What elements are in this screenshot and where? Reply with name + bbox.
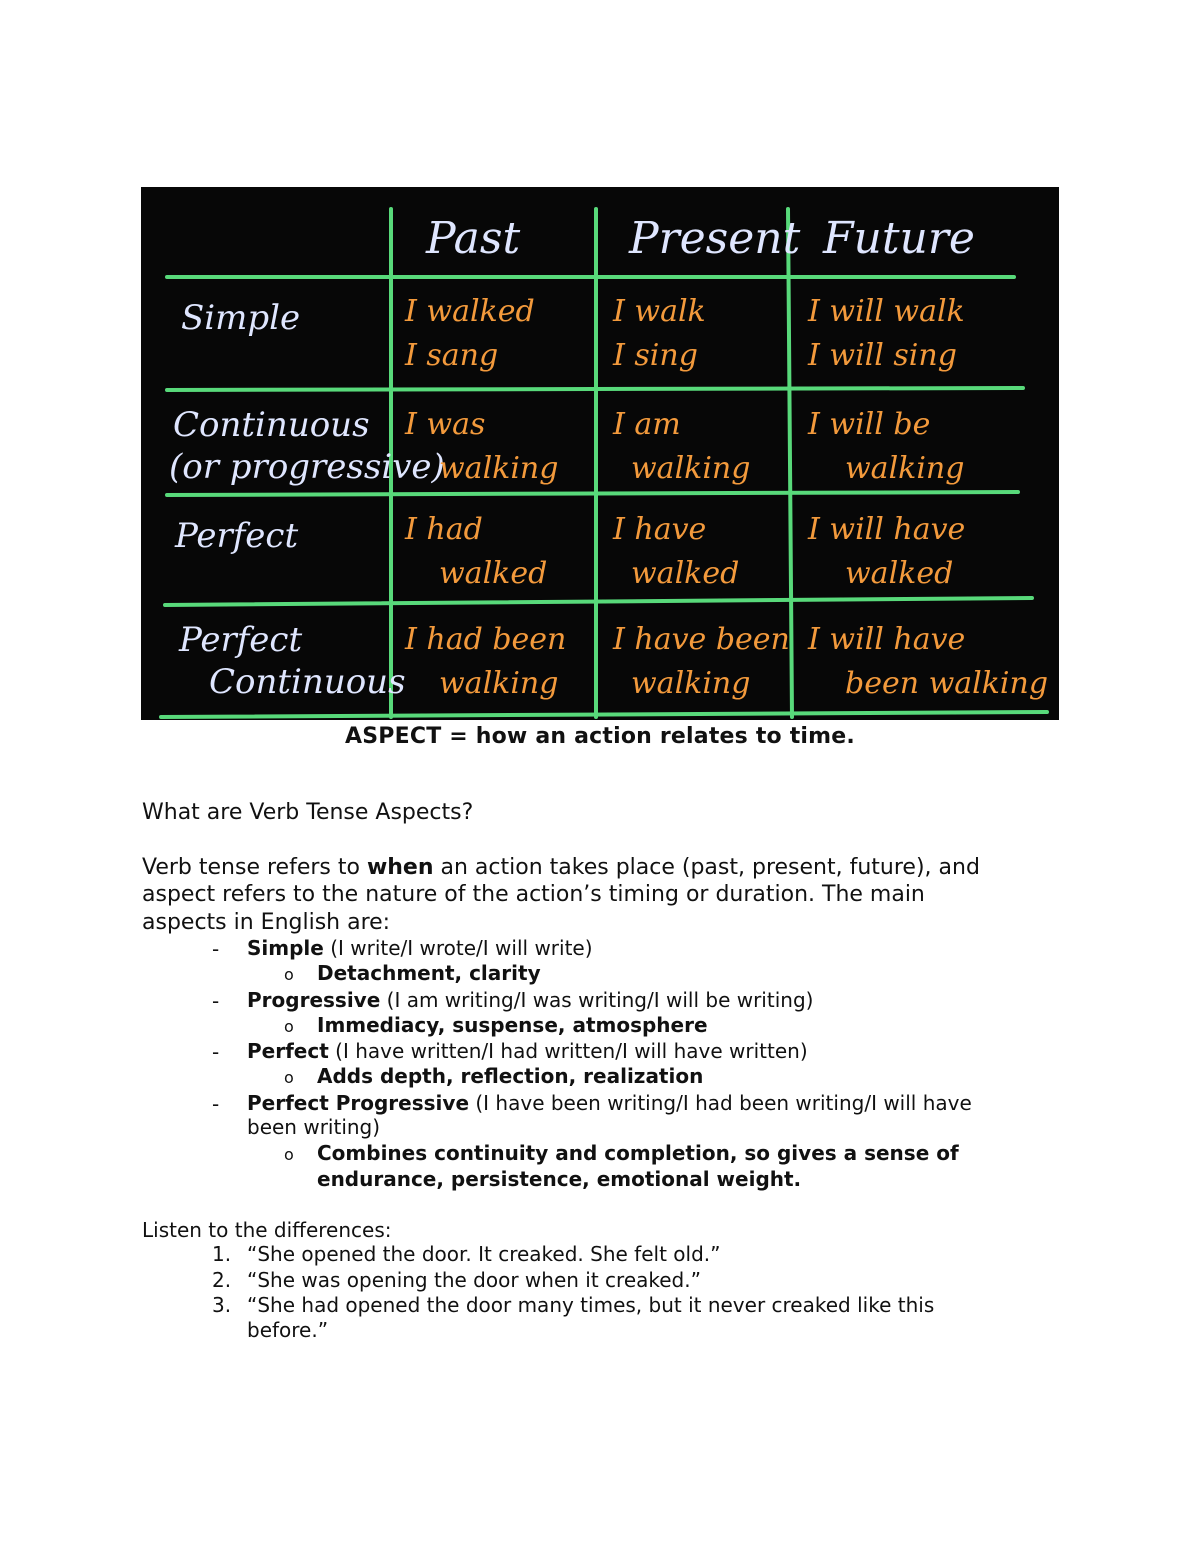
example-number: 3.	[212, 1293, 232, 1317]
chalk-cell-line: walked	[631, 556, 740, 591]
chalk-row-label: Simple	[181, 298, 301, 338]
aspect-examples: (I have written/I had written/I will have written)	[328, 1039, 808, 1063]
aspect-examples: (I have been writing/I had been writing/I will have	[469, 1091, 972, 1115]
aspect-name: Simple	[247, 936, 324, 960]
figure-caption: ASPECT = how an action relates to time.	[345, 724, 855, 749]
chalk-cell-line: walking	[631, 451, 751, 486]
grid-hline-5	[161, 712, 1047, 717]
chalk-cell-line: I walked	[405, 294, 535, 329]
chalk-cell-line: I will walk	[808, 294, 965, 329]
chalk-cell-line: walking	[439, 451, 559, 486]
aspect-name: Perfect	[247, 1039, 329, 1063]
aspect-chalkboard-image	[141, 187, 1059, 720]
list-bullet: o	[284, 1068, 294, 1087]
intro-line-1	[142, 854, 980, 881]
list-bullet: o	[284, 1017, 294, 1036]
chalk-cell-line: been walking	[845, 666, 1049, 701]
example-sentence-3-continued: before.”	[247, 1318, 329, 1342]
aspect-item-perfect-progressive	[247, 1091, 972, 1116]
intro-line-2: aspect refers to the nature of the action’s timing or duration. The main	[142, 882, 925, 907]
chalk-cell-line: I am	[613, 407, 681, 442]
aspect-name: Progressive	[247, 988, 381, 1012]
chalk-cell-line: I was	[405, 407, 486, 442]
chalk-cell-line: walking	[845, 451, 965, 486]
example-number: 1.	[212, 1242, 232, 1266]
chalk-cell-line: I will be	[808, 407, 931, 442]
chalk-cell-line: walked	[845, 556, 954, 591]
aspect-item-progressive	[247, 988, 813, 1013]
intro-emphasis: when	[366, 855, 434, 880]
aspect-effect-progressive: Immediacy, suspense, atmosphere	[317, 1013, 708, 1037]
intro-text: an action takes place (past, present, future), and	[433, 855, 980, 880]
chalk-cell-line: I sang	[405, 338, 499, 373]
chalk-text-layer	[169, 213, 1048, 702]
chalk-row-label: Continuous	[209, 662, 406, 702]
chalk-cell-line: I sing	[613, 338, 698, 373]
chalk-cell-line: I had been	[405, 622, 567, 657]
chalk-cell-line: I had	[405, 512, 483, 547]
chalk-cell-line: I have	[613, 512, 707, 547]
chalkboard-svg	[141, 187, 1059, 720]
aspect-effect-perfect: Adds depth, reflection, realization	[317, 1064, 704, 1088]
grid-hline-2	[167, 388, 1023, 390]
aspect-effect-perfect-progressive: Combines continuity and completion, so gives a sense of	[317, 1141, 959, 1165]
example-sentence-3: “She had opened the door many times, but it never creaked like this	[247, 1293, 935, 1317]
chalk-cell-line: walked	[439, 556, 548, 591]
aspect-item-simple	[247, 936, 593, 961]
chalk-header-present: Present	[629, 213, 801, 264]
chalk-row-label: Continuous	[173, 405, 370, 445]
chalk-cell-line: walking	[631, 666, 751, 701]
example-sentence-1: “She opened the door. It creaked. She felt old.”	[247, 1242, 721, 1266]
chalk-cell-line: I will have	[808, 622, 966, 657]
listen-label: Listen to the differences:	[142, 1218, 392, 1242]
list-bullet: o	[284, 965, 294, 984]
aspect-effect-simple: Detachment, clarity	[317, 961, 541, 985]
list-dash: -	[212, 1040, 220, 1064]
chalk-cell-line: I will have	[808, 512, 966, 547]
chalk-cell-line: walking	[439, 666, 559, 701]
chalk-row-label: Perfect	[179, 620, 303, 660]
intro-line-3: aspects in English are:	[142, 910, 391, 935]
aspect-examples: (I am writing/I was writing/I will be writing)	[380, 988, 814, 1012]
list-dash: -	[212, 989, 220, 1013]
chalk-header-past: Past	[426, 213, 521, 264]
aspect-examples: (I write/I wrote/I will write)	[323, 936, 593, 960]
aspect-item-perfect	[247, 1039, 808, 1064]
grid-hline-4	[165, 598, 1032, 605]
list-dash: -	[212, 1092, 220, 1116]
grid-hline-3	[167, 492, 1018, 495]
list-bullet: o	[284, 1145, 294, 1164]
chalk-row-label: (or progressive)	[169, 447, 445, 487]
aspect-examples-continued: been writing)	[247, 1115, 381, 1139]
chalk-header-future: Future	[823, 213, 975, 264]
chalk-cell-line: I will sing	[808, 338, 957, 373]
example-sentence-2: “She was opening the door when it creaked.”	[247, 1268, 701, 1292]
example-number: 2.	[212, 1268, 232, 1292]
intro-text: Verb tense refers to	[142, 855, 367, 880]
chalk-cell-line: I walk	[613, 294, 706, 329]
aspect-name: Perfect Progressive	[247, 1091, 470, 1115]
aspect-effect-continued: endurance, persistence, emotional weight.	[317, 1167, 802, 1191]
chalk-cell-line: I have been	[613, 622, 790, 657]
section-heading: What are Verb Tense Aspects?	[142, 800, 474, 825]
list-dash: -	[212, 937, 220, 961]
chalk-row-label: Perfect	[175, 516, 299, 556]
